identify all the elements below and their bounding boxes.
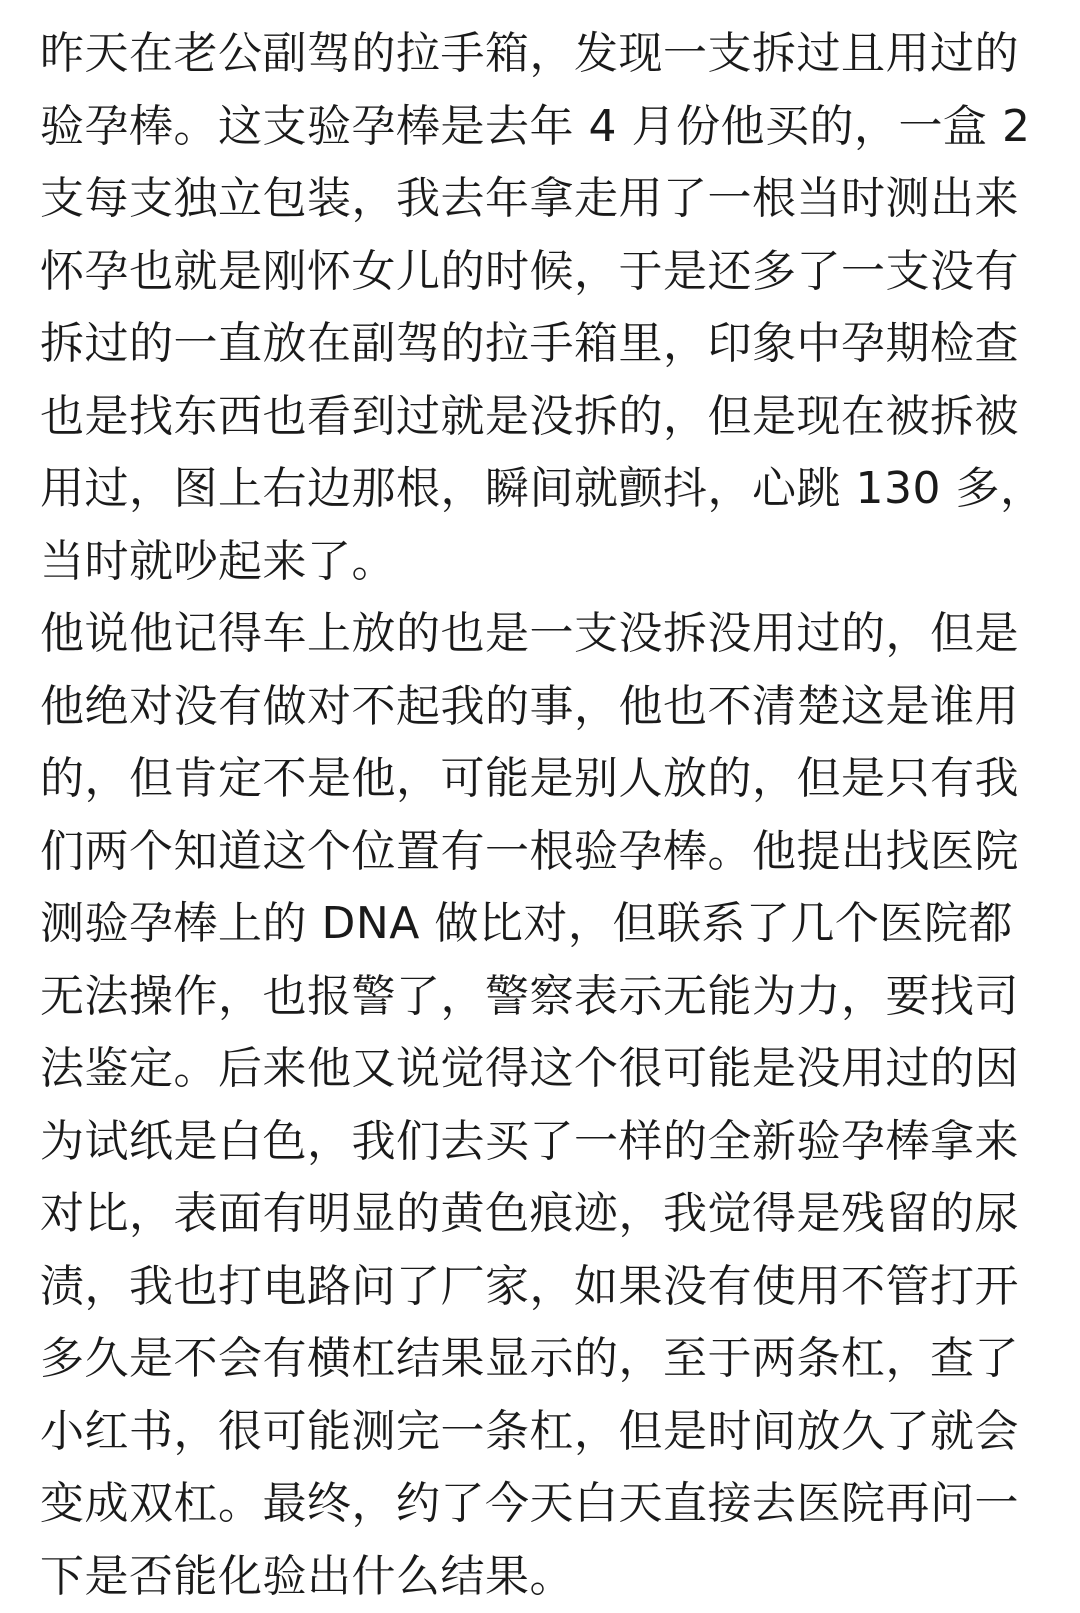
- text-line: 法鉴定。后来他又说觉得这个很可能是没用过的因: [40, 1043, 1019, 1094]
- text-line: 当时就吵起来了。: [40, 535, 396, 587]
- text-line: 多久是不会有横杠结果显示的，至于两条杠，查了: [40, 1333, 1019, 1384]
- text-line: 变成双杠。最终，约了今天白天直接去医院再问一: [40, 1478, 1019, 1529]
- text-line: 验孕棒。这支验孕棒是去年 4 月份他买的，一盒 2: [40, 100, 1031, 152]
- text-line: 怀孕也就是刚怀女儿的时候，于是还多了一支没有: [40, 245, 1019, 297]
- text-line: 对比，表面有明显的黄色痕迹，我觉得是残留的尿: [40, 1188, 1019, 1239]
- text-line: 拆过的一直放在副驾的拉手箱里，印象中孕期检查: [40, 318, 1019, 369]
- text-line: 渍，我也打电路问了厂家，如果没有使用不管打开: [40, 1260, 1019, 1312]
- post-text: [40, 0, 1045, 1613]
- text-line: 他绝对没有做对不起我的事，他也不清楚这是谁用: [40, 680, 1019, 732]
- text-line: 支每支独立包装，我去年拿走用了一根当时测出来: [40, 173, 1019, 224]
- text-line: 下是否能化验出什么结果。: [40, 1550, 574, 1602]
- text-line: 为试纸是白色，我们去买了一样的全新验孕棒拿来: [40, 1115, 1019, 1167]
- text-line: 用过，图上右边那根，瞬间就颤抖，心跳 130 多，: [40, 463, 1045, 514]
- text-line: 无法操作，也报警了，警察表示无能为力，要找司: [40, 970, 1019, 1022]
- text-line: 的，但肯定不是他，可能是别人放的，但是只有我: [40, 753, 1019, 804]
- text-line: 们两个知道这个位置有一根验孕棒。他提出找医院: [40, 825, 1019, 877]
- text-line: 也是找东西也看到过就是没拆的，但是现在被拆被: [40, 390, 1019, 442]
- text-line: 测验孕棒上的 DNA 做比对，但联系了几个医院都: [40, 898, 1013, 949]
- text-line: 小红书，很可能测完一条杠，但是时间放久了就会: [40, 1405, 1019, 1457]
- text-line: 昨天在老公副驾的拉手箱，发现一支拆过且用过的: [40, 28, 1019, 79]
- text-line: 他说他记得车上放的也是一支没拆没用过的，但是: [40, 608, 1019, 659]
